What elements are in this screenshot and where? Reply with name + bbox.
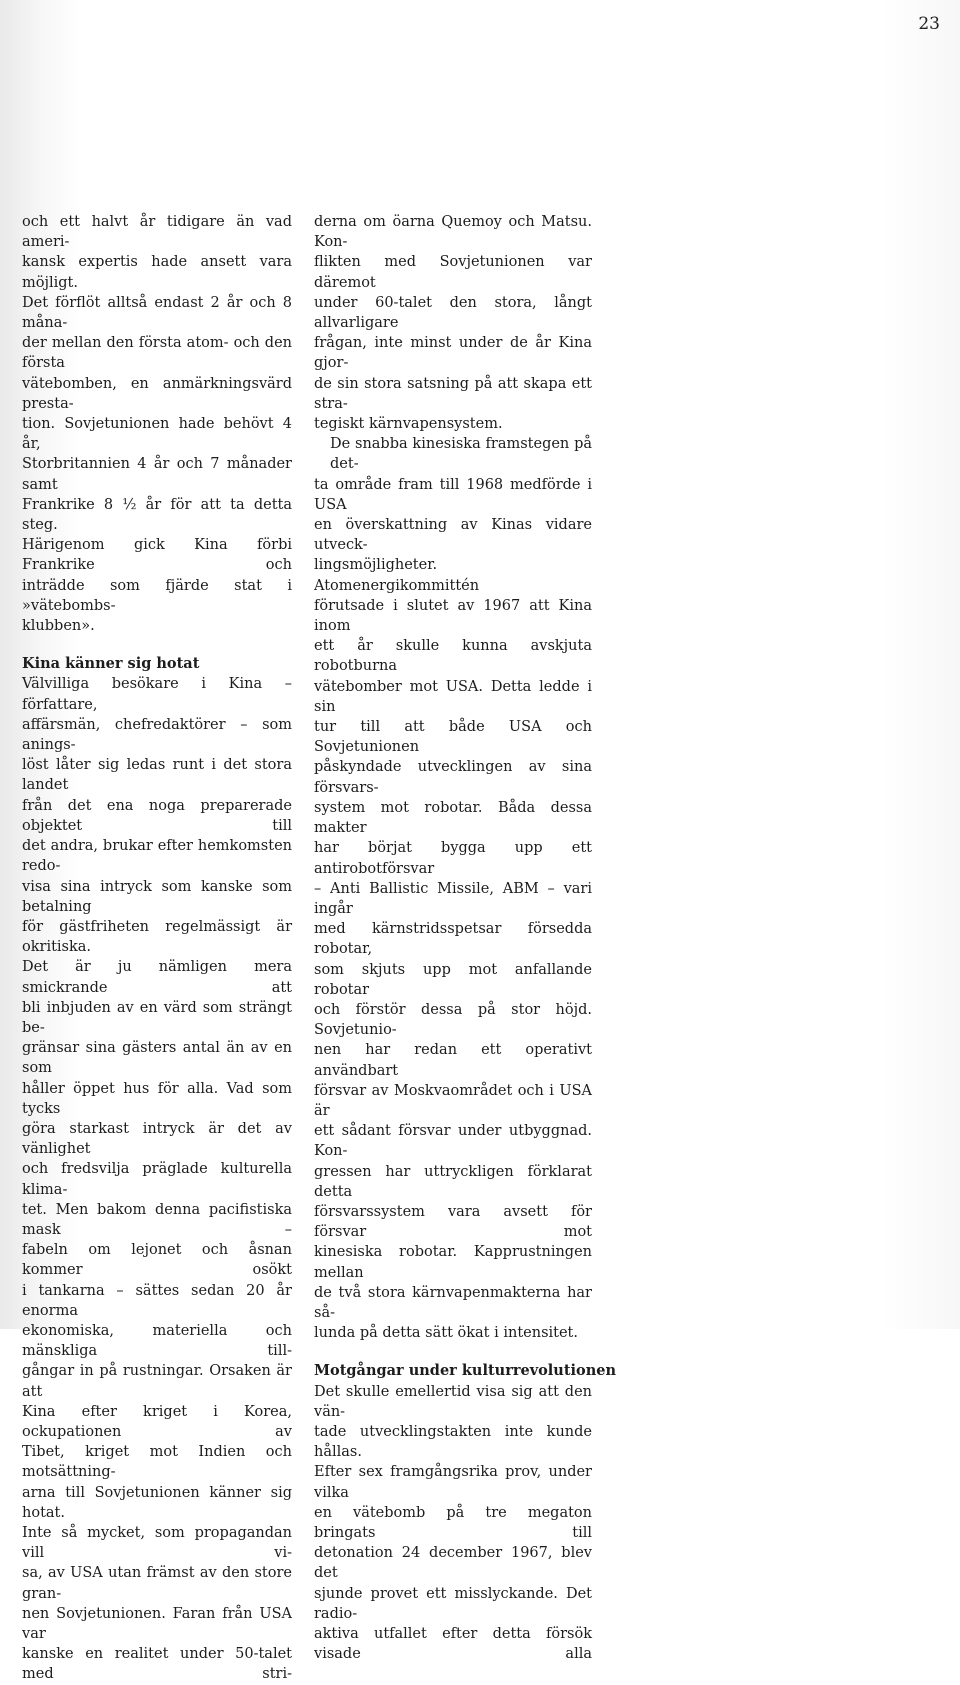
text-line: sa, av USA utan främst av den store gran- xyxy=(22,1565,292,1602)
text-line: förutsade i slutet av 1967 att Kina inom xyxy=(314,597,592,635)
text-line: från det ena noga preparerade objektet till xyxy=(22,797,292,834)
spacer xyxy=(22,636,292,654)
text-line: vätebomber mot USA. Detta ledde i sin xyxy=(314,678,592,715)
text-line: Det förflöt alltså endast 2 år och 8 måna- xyxy=(22,294,292,332)
text-line: lunda på detta sätt ökat i intensitet. xyxy=(314,1325,578,1342)
spacer xyxy=(314,1343,592,1361)
text-line: och förstör dessa på stor höjd. Sovjetunio- xyxy=(314,1001,592,1039)
text-line: sjunde provet ett misslyckande. Det radio- xyxy=(314,1585,592,1622)
text-line: system mot robotar. Båda dessa makter xyxy=(314,799,592,837)
text-line: kinesiska robotar. Kapprustningen mellan xyxy=(314,1244,592,1281)
text-line: ekonomiska, materiella och mänskliga till- xyxy=(22,1322,292,1360)
paragraph xyxy=(22,674,292,1684)
text-line: frågan, inte minst under de år Kina gjor- xyxy=(314,335,592,372)
text-line: det andra, brukar efter hemkomsten redo- xyxy=(22,838,292,875)
text-line: ett sådant försvar under utbyggnad. Kon- xyxy=(314,1123,592,1160)
text-line: de sin stora satsning på att skapa ett stra- xyxy=(314,375,592,412)
text-line: inträdde som fjärde stat i »vätebombs- xyxy=(22,577,292,614)
text-line: aktiva utfallet efter detta försök visade alla xyxy=(314,1626,592,1663)
text-line: håller öppet hus för alla. Vad som tycks xyxy=(22,1080,292,1117)
text-line: och fredsvilja präglade kulturella klima- xyxy=(22,1161,292,1198)
text-line: för gästfriheten regelmässigt är okritiska. xyxy=(22,918,292,956)
text-line: som skjuts upp mot anfallande robotar xyxy=(314,961,592,998)
text-line: försvar av Moskvaområdet och i USA är xyxy=(314,1082,592,1119)
text-line: tade utvecklingstakten inte kunde hållas. xyxy=(314,1423,592,1461)
text-line: en överskattning av Kinas vidare utveck- xyxy=(314,517,592,554)
text-line: nen Sovjetunionen. Faran från USA var xyxy=(22,1605,292,1643)
text-line: tur till att både USA och Sovjetunionen xyxy=(314,719,592,756)
text-line: Välvilliga besökare i Kina – författare, xyxy=(22,676,292,713)
text-line: har börjat bygga upp ett antirobotförsvar xyxy=(314,840,592,877)
text-line: Efter sex framgångsrika prov, under vilka xyxy=(314,1464,592,1501)
text-line: med kärnstridsspetsar försedda robotar, xyxy=(314,921,592,958)
text-line: klubben». xyxy=(22,618,95,635)
paragraph xyxy=(314,1382,592,1665)
text-line: – Anti Ballistic Missile, ABM – vari ingår xyxy=(314,880,592,917)
section-heading: Motgångar under kulturrevolutionen xyxy=(314,1362,617,1380)
text-line: kanske en realitet under 50-talet med stri- xyxy=(22,1646,292,1683)
paragraph xyxy=(22,212,292,636)
text-line: visa sina intryck som kanske som betalning xyxy=(22,878,292,915)
text-line: gressen har uttryckligen förklarat detta xyxy=(314,1163,592,1200)
right-column xyxy=(314,212,617,1664)
text-line: detonation 24 december 1967, blev det xyxy=(314,1545,592,1582)
text-line: kansk expertis hade ansett vara möjligt. xyxy=(22,254,292,291)
text-line: löst låter sig ledas runt i det stora landet xyxy=(22,757,292,794)
text-line: De snabba kinesiska framstegen på det- xyxy=(330,436,592,473)
text-line: påskyndade utvecklingen av sina försvars- xyxy=(314,759,592,796)
text-line: Det är ju nämligen mera smickrande att xyxy=(22,959,292,996)
text-line: vätebomben, en anmärkningsvärd presta- xyxy=(22,375,292,412)
text-line: Storbritannien 4 år och 7 månader samt xyxy=(22,456,292,493)
text-line: Kina efter kriget i Korea, ockupationen av xyxy=(22,1403,292,1440)
paragraph xyxy=(314,212,592,434)
text-line: flikten med Sovjetunionen var däremot xyxy=(314,254,592,291)
text-line: tet. Men bakom denna pacifistiska mask – xyxy=(22,1201,292,1238)
text-line: göra starkast intryck är det av vänlighet xyxy=(22,1120,292,1158)
text-line: tion. Sovjetunionen hade behövt 4 år, xyxy=(22,416,292,453)
text-line: Frankrike 8 ½ år för att ta detta steg. xyxy=(22,496,292,534)
text-line: de två stora kärnvapenmakterna har så- xyxy=(314,1284,592,1321)
text-line: tegiskt kärnvapensystem. xyxy=(314,416,503,433)
text-line: Härigenom gick Kina förbi Frankrike och xyxy=(22,537,292,574)
text-line: ta område fram till 1968 medförde i USA xyxy=(314,476,592,513)
left-column xyxy=(22,212,292,1685)
text-line: under 60-talet den stora, långt allvarligare xyxy=(314,294,592,332)
text-line: ett år skulle kunna avskjuta robotburna xyxy=(314,638,592,675)
text-line: fabeln om lejonet och åsnan kommer osökt xyxy=(22,1242,292,1279)
text-line: Det skulle emellertid visa sig att den vän- xyxy=(314,1383,592,1420)
text-line: der mellan den första atom- och den första xyxy=(22,335,292,372)
text-line: nen har redan ett operativt användbart xyxy=(314,1042,592,1079)
section-heading: Kina känner sig hotat xyxy=(22,655,200,673)
text-line: försvarssystem vara avsett för försvar mot xyxy=(314,1203,592,1241)
paragraph xyxy=(314,434,592,1343)
text-line: lingsmöjligheter. Atomenergikommittén xyxy=(314,557,480,594)
text-line: Tibet, kriget mot Indien och motsättning- xyxy=(22,1444,292,1481)
text-line: derna om öarna Quemoy och Matsu. Kon- xyxy=(314,214,592,251)
text-line: bli inbjuden av en värd som strängt be- xyxy=(22,999,292,1036)
text-line: en vätebomb på tre megaton bringats till xyxy=(314,1504,592,1541)
text-line: gångar in på rustningar. Orsaken är att xyxy=(22,1363,292,1400)
text-line: affärsmän, chefredaktörer – som anings- xyxy=(22,716,292,754)
page-number: 23 xyxy=(918,14,940,34)
text-line: gränsar sina gästers antal än av en som xyxy=(22,1040,292,1077)
text-line: Inte så mycket, som propagandan vill vi- xyxy=(22,1525,292,1562)
text-line: arna till Sovjetunionen känner sig hotat. xyxy=(22,1484,292,1521)
text-line: i tankarna – sättes sedan 20 år enorma xyxy=(22,1282,292,1319)
text-line: och ett halvt år tidigare än vad ameri- xyxy=(22,214,292,251)
